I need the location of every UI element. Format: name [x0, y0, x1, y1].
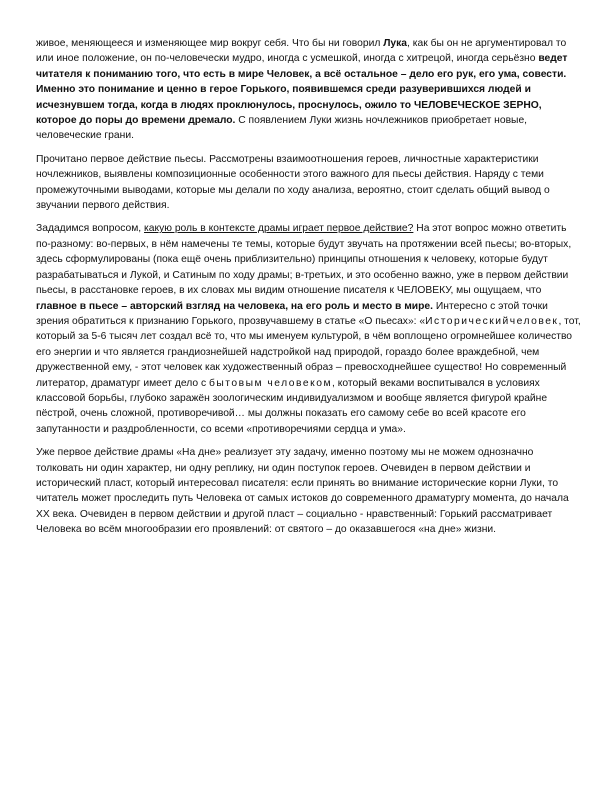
text-run: Прочитано первое действие пьесы. Рассмотрены взаимоотношения героев, личностные характеристики ночлежников, выявлены композиционные особенности этого важного для пьесы действия. Наряду с теми промежуточными выводами, которые мы делали по ходу анализа, вероятно, стоит сделать общий вывод о звучании первого действия.	[36, 153, 550, 212]
bold-text: главное в пьесе – авторский взгляд на человека, на его роль и место в мире.	[36, 300, 434, 312]
paragraph	[36, 36, 582, 144]
paragraph	[36, 445, 582, 537]
paragraph	[36, 152, 582, 214]
text-run: живое, меняющееся и изменяющее мир вокруг себя. Что бы ни говорил	[36, 38, 384, 49]
text-run: Интересно с этой точки зрения обратиться к признанию Горького, прозвучавшему в статье «О пьесах»: «	[36, 300, 548, 327]
spaced-text: бытовым человеком	[208, 377, 333, 389]
paragraph	[36, 221, 582, 437]
text-run: С появлением Луки жизнь ночлежников приобретает новые, человеческие грани.	[36, 115, 528, 142]
bold-text: ведет читателя к пониманию того, что есть в мире Человек, а всё остальное – дело его рук, его ума, совести. Именно это понимание и ценно в герое Горького, появившемся среди разуверившихся людей и исчезнувшем тогда, когда в людях проклюнулось, проснулось, ожило то ЧЕЛОВЕЧЕСКОЕ ЗЕРНО, которое до поры до времени дремало.	[36, 53, 568, 127]
bold-text: Лука	[383, 38, 408, 49]
text-run: , который веками воспитывался в условиях классовой борьбы, глубоко заражён зоологическим индивидуализмом и вообще является фигурой крайне пёстрой, очень сложной, противоречивой… мы должны показать его самому себе во всей красоте его запутанности и раздробленности, со всеми «противоречиями сердца и ума».	[36, 377, 548, 435]
underlined-text: какую роль в контексте драмы играет первое действие?	[144, 223, 414, 235]
document-page	[36, 36, 582, 546]
text-run: Зададимся вопросом,	[36, 223, 145, 235]
text-run: , как бы он не аргументировал то или иное положение, он по-человечески мудро, иногда с усмешкой, иногда с хитрецой, иногда серьёзно	[36, 38, 567, 65]
text-run: , тот, который за 5-6 тысяч лет создал всё то, что мы именуем культурой, в чём воплощено огромнейшее количество его энергии и что является грандиознейшей надстройкой над природой, гораздо более враждебной, чем дружественной ему, - этот человек как художественный образ – превосходнейшее существо! Но современный литератор, драматург имеет дело с	[36, 315, 581, 389]
spaced-text: Историческийчеловек	[425, 315, 559, 327]
text-run: На этот вопрос можно ответить по-разному: во-первых, в нём намечены те темы, которые будут звучать на протяжении всей пьесы; во-вторых, здесь сформулированы (пока ещё очень приблизительно) принципы отношения к человеку, которые будут разрабатываться и Лукой, и Сатиным по ходу драмы; в-третьих, и это особенно важно, уже в первом действии пьесы, в расстановке героев, в их словах мы видим отношение писателя к ЧЕЛОВЕКУ, мы ощущаем, что	[36, 223, 572, 297]
text-run: Уже первое действие драмы «На дне» реализует эту задачу, именно поэтому мы не можем однозначно толковать ни один характер, ни одну реплику, ни один поступок героев. Очевиден в первом действии и исторический пласт, который интересовал писателя: если принять во внимание исторические корни Луки, то читатель может проследить путь Человека от самых истоков до современного драматургу момента, до начала ХХ века. Очевиден в первом действии и другой пласт – социально - нравственный: Горький рассматривает Человека во всём многообразии его проявлений: от святого – до оказавшегося «на дне» жизни.	[36, 447, 569, 536]
